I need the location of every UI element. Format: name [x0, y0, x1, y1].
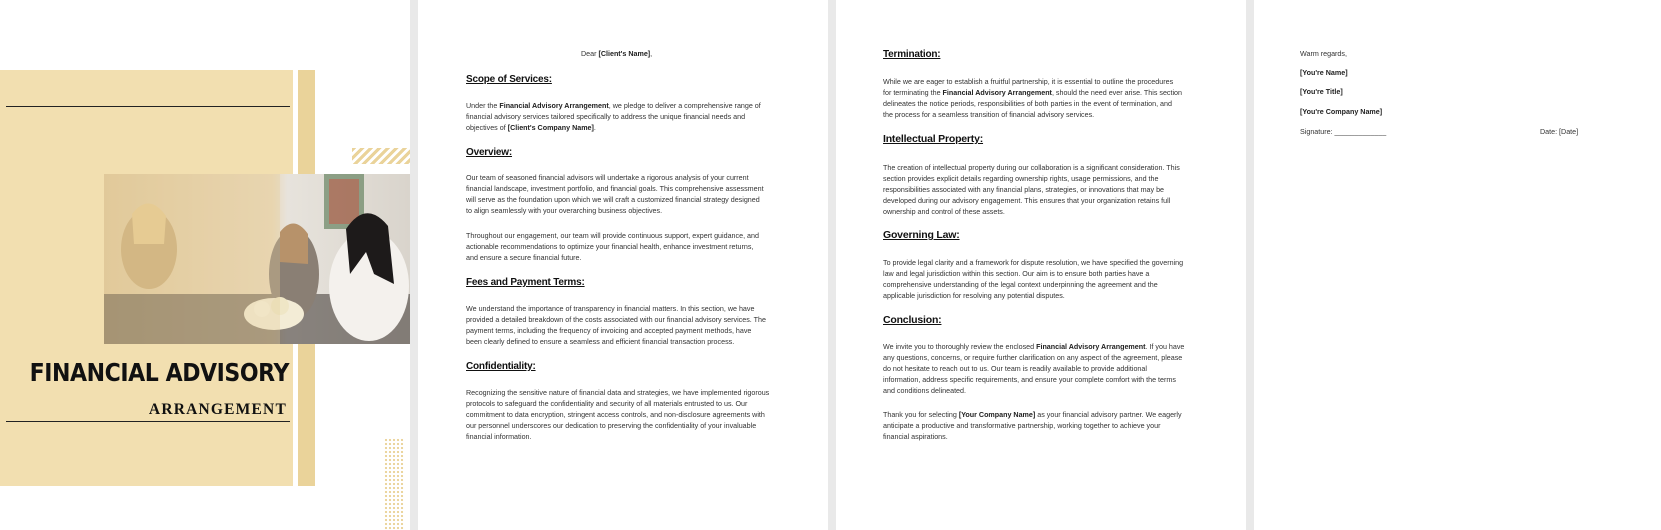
scope-heading: Scope of Services:	[466, 74, 552, 85]
overview-paragraph-1: Our team of seasoned financial advisors will undertake a rigorous analysis of your current financial landscape, investment portfolio, and financial goals. This comprehensive assessment will serve as the foundation upon which we will craft a customized financial strategy designed to align seamlessly with your overarching business objectives.	[466, 174, 764, 215]
letter-page-3	[1254, 0, 1661, 530]
cover-top-rule	[6, 106, 290, 107]
conclusion-paragraph-2: Thank you for selecting [Your Company Name] as your financial advisory partner. We eagerly anticipate a productive and transformative partnership, working together to achieve your financial aspirations.	[883, 411, 1182, 441]
sender-name: [You're Name]	[1300, 69, 1348, 77]
confidentiality-heading: Confidentiality:	[466, 361, 536, 372]
hatch-decoration	[352, 148, 410, 164]
sender-title: [You're Title]	[1300, 88, 1343, 96]
termination-heading: Termination:	[883, 49, 941, 60]
cover-bottom-rule	[6, 421, 290, 422]
confidentiality-paragraph: Recognizing the sensitive nature of financial data and strategies, we have implemented rigorous protocols to safeguard the confidentiality and security of all materials entrusted to us. Our commitment to data encryption, stringent access controls, and non-disclosure agreements with our personnel underscores our dedication to preserving the confidentiality of your invaluable financial information.	[466, 389, 770, 441]
overview-paragraph-2: Throughout our engagement, our team will provide continuous support, expert guidance, and actionable recommendations to optimize your financial health, enhance investment returns, and ensure a secure financial future.	[466, 232, 759, 262]
overview-heading: Overview:	[466, 147, 513, 158]
sender-company: [You're Company Name]	[1300, 108, 1383, 116]
scope-paragraph: Under the Financial Advisory Arrangement, we pledge to deliver a comprehensive range of financial advisory services tailored specifically to address the unique financial needs and objectives of [Client's Company Name].	[466, 102, 761, 132]
letter-page-1	[418, 0, 828, 530]
cover-title: FINANCIAL ADVISORY	[29, 358, 289, 387]
law-paragraph: To provide legal clarity and a framework for dispute resolution, we have specified the governing law and legal jurisdiction within this section. Our aim is to ensure both parties have a comprehensive understanding of the legal context underpinning the agreement and the applicable jurisdiction for resolving any potential disputes.	[883, 259, 1184, 300]
greeting: Dear [Client's Name],	[581, 50, 653, 58]
ip-heading: Intellectual Property:	[883, 133, 984, 145]
closing-regards: Warm regards,	[1300, 50, 1347, 58]
cover-subtitle: ARRANGEMENT	[148, 401, 287, 418]
conclusion-heading: Conclusion:	[883, 314, 942, 326]
dot-pattern-decoration	[384, 438, 404, 530]
date-line: Date: [Date]	[1540, 128, 1579, 136]
termination-paragraph: While we are eager to establish a fruitful partnership, it is essential to outline the procedures for terminating the Financial Advisory Arrangement, should the need ever arise. This section delineates the notice periods, responsibilities of both parties in the event of termination, and the process for a seamless transition of financial advisory services.	[883, 78, 1182, 119]
law-heading: Governing Law:	[883, 229, 960, 241]
ip-paragraph: The creation of intellectual property during our collaboration is a significant consideration. This section provides explicit details regarding ownership rights, usage permissions, and the responsibilities associated with any financial plans, strategies, or innovations that may be developed during our advisory engagement. This ensures that your organization retains full ownership and control of these assets.	[883, 164, 1180, 216]
fees-heading: Fees and Payment Terms:	[466, 277, 585, 288]
letter-page-2	[836, 0, 1246, 530]
cover-page	[0, 0, 410, 530]
signature-line: Signature: _____________	[1300, 128, 1387, 136]
cover-photo	[104, 174, 410, 344]
fees-paragraph: We understand the importance of transparency in financial matters. In this section, we have provided a detailed breakdown of the costs associated with our financial advisory services. The payment terms, including the frequency of invoicing and accepted payment methods, have been clearly defined to ensure a seamless and efficient financial transaction process.	[466, 305, 766, 346]
advisory-meeting-image	[104, 174, 410, 344]
conclusion-paragraph-1: We invite you to thoroughly review the enclosed Financial Advisory Arrangement. If you have any questions, concerns, or require further clarification on any aspect of the agreement, please do not hesitate to reach out to us. Our team is readily available to provide additional information, address specific requirements, and ensure your complete comfort with the terms and conditions delineated.	[883, 343, 1185, 395]
